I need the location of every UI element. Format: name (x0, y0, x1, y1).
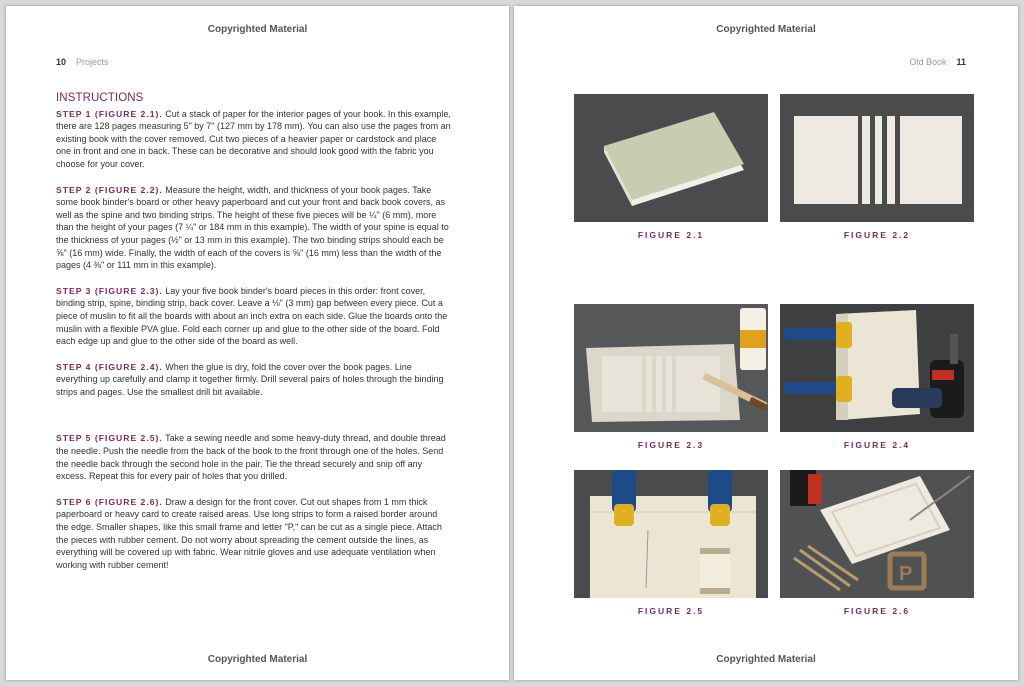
figure-2-3-caption: FIGURE 2.3 (637, 440, 705, 450)
copyright-header: Copyrighted Material (207, 24, 308, 35)
figure-2-1-photo (574, 94, 768, 222)
step-4 (56, 361, 452, 399)
figure-2-2-photo (780, 94, 974, 222)
step-3 (56, 285, 452, 348)
step-label: STEP 2 (FIGURE 2.2). (56, 184, 163, 195)
step-1 (56, 108, 452, 171)
copyright-header: Copyrighted Material (716, 24, 816, 35)
svg-text:P: P (899, 563, 913, 585)
figure-2-5-caption: FIGURE 2.5 (637, 606, 705, 616)
figure-2-3-photo (574, 304, 768, 432)
step-label: STEP 5 (FIGURE 2.5). (56, 433, 163, 444)
copyright-footer: Copyrighted Material (207, 654, 308, 665)
running-header (56, 57, 109, 67)
step-label: STEP 3 (FIGURE 2.3). (56, 285, 163, 296)
step-text: Measure the height, width, and thickness of your book pages. Take some book binder's board or other heavy paperboard and cut your front and back book covers, as well as the spine and two binding strips. The height of these five pieces will be ¼" (6 mm), more than the height of your pages (7 ¼" or 184 mm in this example). The width of your spine is equal to the thickness of your pages (½" or 13 mm in this example). The two binding strips should each be ⅝" (16 mm) wide. Finally, the width of each of the covers is ⅝" (16 mm) less than the width of the pages (4 ⅜" or 111 mm in this example). (56, 184, 449, 271)
right-page (514, 6, 1018, 680)
figure-2-5-photo (574, 470, 768, 598)
figure-2-2-caption: FIGURE 2.2 (843, 230, 911, 240)
page-number: 11 (956, 57, 966, 67)
figure-2-1-caption: FIGURE 2.1 (637, 230, 705, 240)
step-5 (56, 432, 452, 482)
step-text: Cut a stack of paper for the interior pages of your book. In this example, there are 128 pages measuring 5" by 7" (127 mm by 178 mm). You can also use the pages from an existing book with the cover removed. Cut two pieces of a heavier paper or cardstock and place one in front and one in back. These can be decorative and should look good with the fabric you choose for your cover. (56, 108, 451, 169)
figure-2-4-caption: FIGURE 2.4 (843, 440, 911, 450)
instructions-heading: INSTRUCTIONS (56, 92, 144, 104)
step-text: Take a sewing needle and some heavy-duty thread, and double thread the needle. Push the needle from the back of the book to the front through one of the holes. Send the needle back through the second hole in the pair. Tie the thread securely and snip off any excess. Repeat this for every pair of holes that you drilled. (56, 433, 446, 482)
step-6 (56, 496, 452, 572)
section-title: Old Book (909, 57, 947, 67)
figure-2-4-photo (780, 304, 974, 432)
figure-2-6-caption: FIGURE 2.6 (843, 606, 911, 616)
step-text: When the glue is dry, fold the cover over the book pages. Line everything up carefully and clamp it together firmly. Drill several pairs of holes through the binding strips and pages. Use the smallest drill bit available. (56, 361, 444, 397)
step-2 (56, 184, 452, 272)
step-text: Lay your five book binder's board pieces in this order: front cover, binding strip, spine, binding strip, back cover. Leave a ⅛" (3 mm) gap between every piece. Cut a piece of muslin to fit all the boards with about an inch extra on each side. Glue the boards onto the muslin with a flexible PVA glue. Fold each corner up and glue to the other side of the board. Fold each edge up and glue to the other side of the board as well. (56, 285, 448, 347)
step-text: Draw a design for the front cover. Cut out shapes from 1 mm thick paperboard or heavy card to create raised areas. Use long strips to form a raised border around the edge. Smaller shapes, like this small frame and letter "P," can be cut as a single piece. Attach the pieces with rubber cement. Do not worry about spreading the cement outside the lines, as everything will be covered up with fabric. Wear nitrile gloves and use adequate ventilation when working with rubber cement! (56, 496, 442, 570)
figure-2-6-photo (780, 470, 974, 598)
left-page (6, 6, 509, 680)
step-label: STEP 4 (FIGURE 2.4). (56, 361, 163, 372)
step-label: STEP 6 (FIGURE 2.6). (56, 496, 163, 507)
running-header (909, 57, 966, 67)
step-label: STEP 1 (FIGURE 2.1). (56, 108, 163, 119)
section-title: Projects (76, 57, 109, 67)
page-number: 10 (56, 57, 67, 67)
instructions-body (56, 92, 452, 584)
copyright-footer: Copyrighted Material (716, 654, 816, 665)
